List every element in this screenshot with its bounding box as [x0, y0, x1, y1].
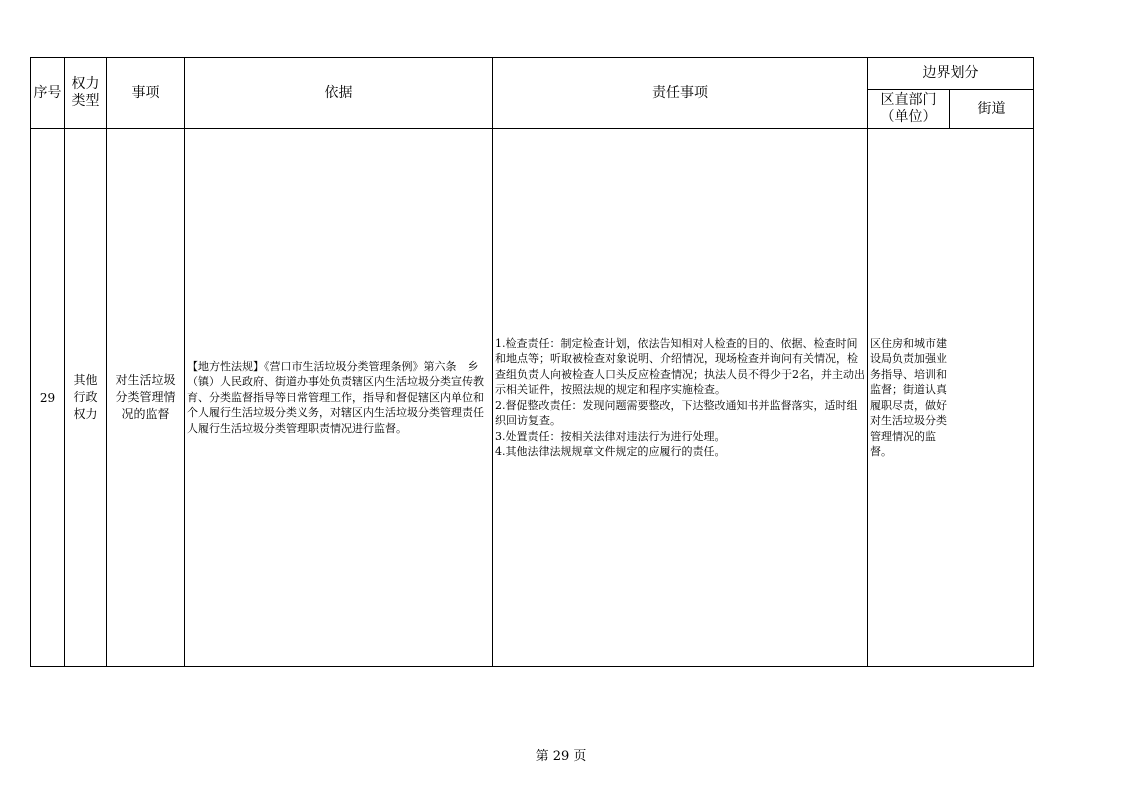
header-responsibility: 责任事项: [493, 58, 868, 129]
cell-item: 对生活垃圾分类管理情况的监督: [107, 129, 185, 667]
header-power-type: 权力类型: [65, 58, 107, 129]
header-basis: 依据: [185, 58, 493, 129]
cell-basis: [185, 129, 493, 667]
header-district-dept: 区直部门（单位）: [868, 90, 950, 129]
responsibility-item: 4.其他法律法规规章文件规定的应履行的责任。: [495, 445, 726, 458]
cell-seq: 29: [31, 129, 65, 667]
header-item: 事项: [107, 58, 185, 129]
cell-street: [950, 129, 1034, 667]
basis-text: 【地方性法规】《营口市生活垃圾分类管理条例》第六条 乡（镇）人民政府、街道办事处负责辖区内生活垃圾分类宣传教育、分类监督指导等日常管理工作，指导和督促辖区内单位和个人履行生活垃圾分类义务，对辖区内生活垃圾分类管理责任人履行生活垃圾分类管理职责情况进行监督。: [187, 359, 484, 435]
responsibility-item: 2.督促整改责任：发现问题需要整改，下达整改通知书并监督落实，适时组织回访复查。: [495, 398, 858, 427]
header-boundary: 边界划分: [868, 58, 1034, 90]
cell-power-type: 其他行政权力: [65, 129, 107, 667]
cell-district-dept: 区住房和城市建设局负责加强业务指导、培训和监督；街道认真履职尽责，做好对生活垃圾分类管理情况的监督。: [868, 129, 950, 667]
header-seq: 序号: [31, 58, 65, 129]
cell-responsibility: [493, 129, 868, 667]
power-list-table: [30, 57, 1034, 667]
responsibility-item: 1.检查责任：制定检查计划，依法告知相对人检查的目的、依据、检查时间和地点等；听取被检查对象说明、介绍情况，现场检查并询问有关情况，检查组负责人向被检查人口头反应检查情况；执法人员不得少于2名，并主动出示相关证件，按照法规的规定和程序实施检查。: [495, 336, 865, 396]
header-street: 街道: [950, 90, 1034, 129]
page-number: 第 29 页: [535, 749, 587, 764]
table-row: [31, 129, 1034, 667]
responsibility-item: 3.处置责任：按相关法律对违法行为进行处理。: [495, 429, 726, 443]
